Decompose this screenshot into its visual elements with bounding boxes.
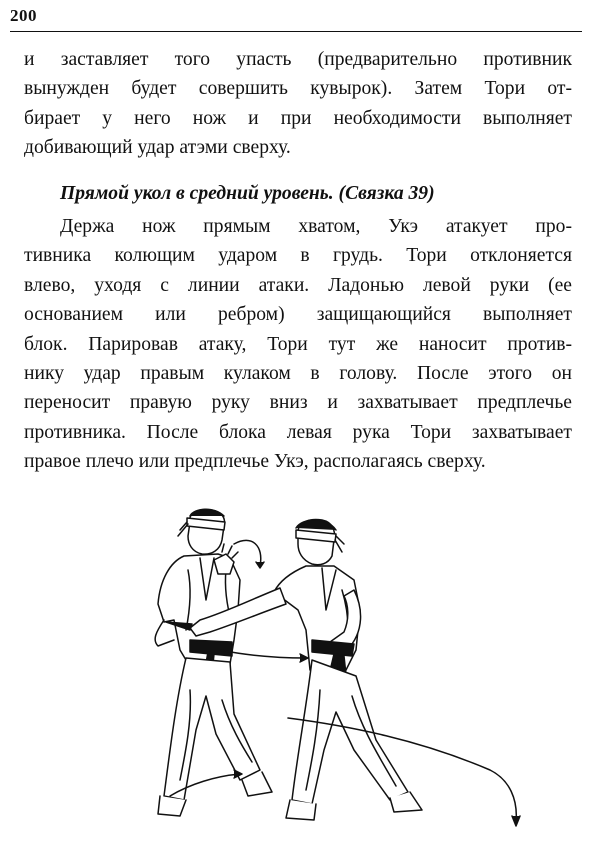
body-line: влево, уходя с линии атаки. Ладонью левой руки (ее — [24, 274, 572, 296]
body-line: правое плечо или предплечье Укэ, располагаясь сверху. — [24, 451, 486, 473]
header-rule — [10, 31, 582, 32]
body-line: Держа нож прямым хватом, Укэ атакует про- — [60, 216, 572, 237]
page-number: 200 — [10, 6, 37, 25]
body-line: переносит правую руку вниз и захватывает предплечье — [24, 392, 572, 414]
martial-arts-illustration — [130, 500, 530, 850]
body-line: нику удар правым кулаком в голову. После этого он — [24, 363, 572, 385]
intro-line: добивающий удар атэми сверху. — [24, 137, 291, 159]
intro-line: вынужден будет совершить кувырок). Затем Тори от- — [24, 78, 572, 100]
section-heading: Прямой укол в средний уровень. (Связка 39) — [60, 183, 435, 204]
body-line: тивника колющим ударом в грудь. Тори отклоняется — [24, 245, 572, 267]
intro-line: и заставляет того упасть (предварительно противник — [24, 49, 572, 70]
body-line: противника. После блока левая рука Тори захватывает — [24, 421, 572, 443]
body-line: блок. Парировав атаку, Тори тут же наносит против- — [24, 333, 572, 355]
body-line: основанием или ребром) защищающийся выполняет — [24, 304, 572, 326]
intro-line: бирает у него нож и при необходимости выполняет — [24, 107, 572, 129]
intro-paragraph — [24, 45, 572, 163]
body-paragraph — [24, 212, 572, 477]
defender-figure — [155, 509, 272, 816]
